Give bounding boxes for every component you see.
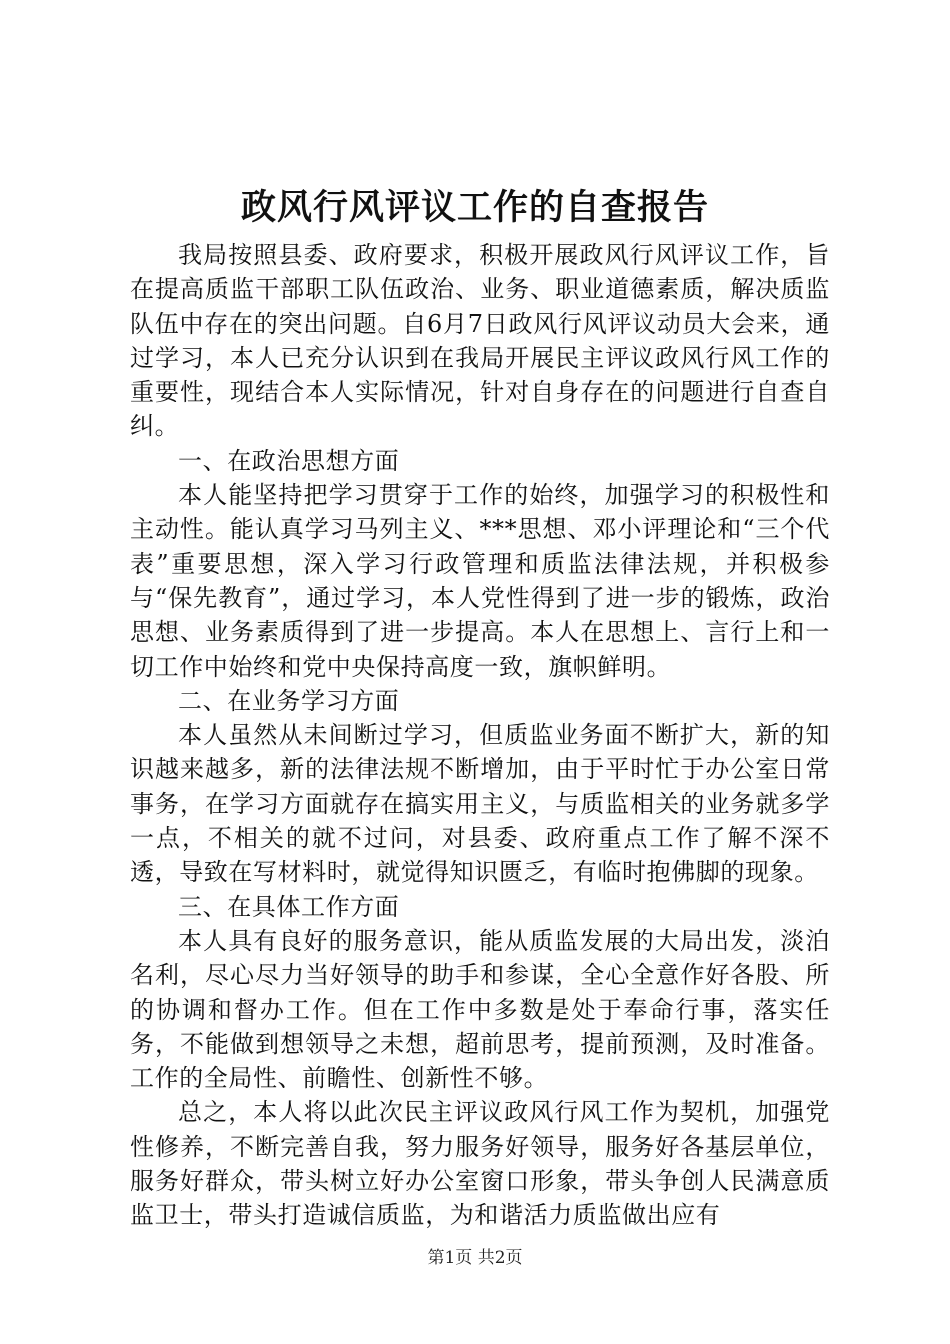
document-body bbox=[130, 238, 830, 1233]
section-heading-work: 三、在具体工作方面 bbox=[178, 892, 400, 921]
document-title: 政风行风评议工作的自查报告 bbox=[240, 187, 709, 228]
section-heading-politics: 一、在政治思想方面 bbox=[178, 446, 400, 475]
page-number-footer: 第1页 共2页 bbox=[427, 1248, 523, 1268]
paragraph-conclusion: 总之，本人将以此次民主评议政风行风工作为契机，加强党性修养，不断完善自我，努力服务好领导，服务好各基层单位，服务好群众，带头树立好办公室窗口形象，带头争创人民满意质监卫士，带头打造诚信质监，为和谐活力质监做出应有 bbox=[130, 1098, 830, 1230]
section-heading-study: 二、在业务学习方面 bbox=[178, 686, 400, 715]
paragraph-study: 本人虽然从未间断过学习，但质监业务面不断扩大，新的知识越来越多，新的法律法规不断增加，由于平时忙于办公室日常事务，在学习方面就存在搞实用主义，与质监相关的业务就多学一点，不相关的就不过问，对县委、政府重点工作了解不深不透，导致在写材料时，就觉得知识匮乏，有临时抱佛脚的现象。 bbox=[130, 721, 830, 887]
paragraph-intro: 我局按照县委、政府要求，积极开展政风行风评议工作，旨在提高质监干部职工队伍政治、业务、职业道德素质，解决质监队伍中存在的突出问题。自6月7日政风行风评议动员大会来，通过学习，本人已充分认识到在我局开展民主评议政风行风工作的重要性，现结合本人实际情况，针对自身存在的问题进行自查自纠。 bbox=[130, 241, 830, 441]
paragraph-work: 本人具有良好的服务意识，能从质监发展的大局出发，淡泊名利，尽心尽力当好领导的助手和参谋，全心全意作好各股、所的协调和督办工作。但在工作中多数是处于奉命行事，落实任务，不能做到想领导之未想，超前思考，提前预测，及时准备。工作的全局性、前瞻性、创新性不够。 bbox=[130, 926, 830, 1093]
paragraph-politics: 本人能坚持把学习贯穿于工作的始终，加强学习的积极性和主动性。能认真学习马列主义、***思想、邓小评理论和“三个代表”重要思想，深入学习行政管理和质监法律法规，并积极参与“保先教育”，通过学习，本人党性得到了进一步的锻炼，政治思想、业务素质得到了进一步提高。本人在思想上、言行上和一切工作中始终和党中央保持高度一致，旗帜鲜明。 bbox=[130, 481, 830, 681]
